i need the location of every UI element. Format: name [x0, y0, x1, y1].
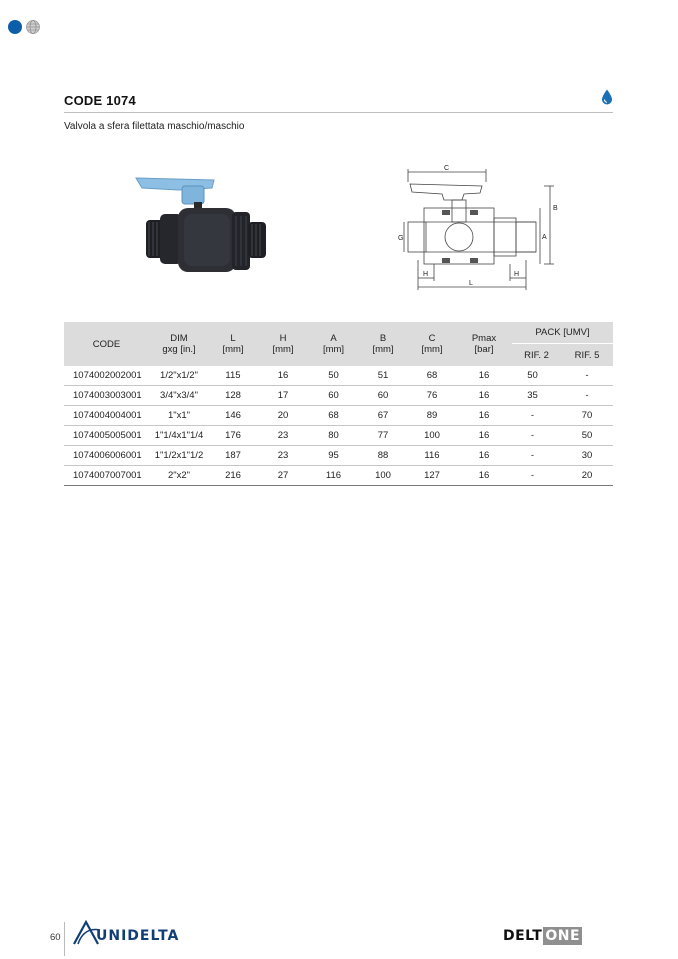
cell-rif5: -: [561, 366, 613, 386]
product-description: Valvola a sfera filettata maschio/maschio: [64, 121, 245, 132]
col-l: L [mm]: [209, 322, 257, 366]
table-header-row: [64, 322, 613, 344]
label-c: C: [444, 165, 450, 172]
cell-dim: 1"1/4x1"1/4: [149, 426, 209, 446]
label-g: G: [398, 235, 404, 242]
cell-code: 1074007007001: [64, 466, 149, 486]
cell-a: 50: [309, 366, 358, 386]
brand-deltone-part2: ONE: [545, 928, 581, 944]
col-code: CODE: [64, 322, 149, 366]
cell-dim: 1"x1": [149, 406, 209, 426]
brand-deltone-part1: DELT: [503, 928, 543, 944]
cell-h: 17: [257, 386, 309, 406]
cell-rif2: 50: [512, 366, 561, 386]
table-row: [64, 406, 613, 426]
col-h: H [mm]: [257, 322, 309, 366]
cell-l: 146: [209, 406, 257, 426]
label-l: L: [469, 280, 473, 287]
spec-table: [64, 322, 613, 486]
cell-b: 67: [358, 406, 408, 426]
col-pack: PACK [UMV]: [512, 322, 613, 344]
cell-pmax: 16: [456, 446, 512, 466]
cell-code: 1074005005001: [64, 426, 149, 446]
cell-code: 1074003003001: [64, 386, 149, 406]
label-b: B: [553, 205, 558, 212]
label-h-right: H: [514, 271, 520, 278]
page-number: 60: [50, 932, 61, 943]
cell-b: 51: [358, 366, 408, 386]
cell-c: 89: [408, 406, 456, 426]
cell-pmax: 16: [456, 426, 512, 446]
cell-code: 1074006006001: [64, 446, 149, 466]
cell-b: 100: [358, 466, 408, 486]
cell-l: 128: [209, 386, 257, 406]
cell-code: 1074004004001: [64, 406, 149, 426]
col-a: A [mm]: [309, 322, 358, 366]
header-divider: [64, 112, 613, 113]
cell-dim: 3/4"x3/4": [149, 386, 209, 406]
cell-l: 176: [209, 426, 257, 446]
cell-rif2: -: [512, 406, 561, 426]
cell-a: 80: [309, 426, 358, 446]
cell-rif5: -: [561, 386, 613, 406]
ball-valve-photo: [128, 172, 278, 282]
cell-rif5: 20: [561, 466, 613, 486]
water-drop-icon: [601, 89, 613, 105]
cell-dim: 1/2"x1/2": [149, 366, 209, 386]
cell-rif5: 50: [561, 426, 613, 446]
cell-l: 187: [209, 446, 257, 466]
cell-a: 95: [309, 446, 358, 466]
col-c: C [mm]: [408, 322, 456, 366]
globe-icon: [26, 20, 40, 34]
table-row: [64, 366, 613, 386]
cell-a: 60: [309, 386, 358, 406]
cell-c: 116: [408, 446, 456, 466]
cell-code: 1074002002001: [64, 366, 149, 386]
cell-c: 100: [408, 426, 456, 446]
cell-b: 77: [358, 426, 408, 446]
page-title: CODE 1074: [64, 93, 136, 108]
cell-rif2: -: [512, 426, 561, 446]
cell-c: 68: [408, 366, 456, 386]
col-b: B [mm]: [358, 322, 408, 366]
table-row: [64, 426, 613, 446]
cell-rif2: -: [512, 466, 561, 486]
cell-b: 60: [358, 386, 408, 406]
cell-c: 76: [408, 386, 456, 406]
table-row: [64, 466, 613, 486]
cell-l: 216: [209, 466, 257, 486]
cell-rif5: 30: [561, 446, 613, 466]
cell-b: 88: [358, 446, 408, 466]
brand-unidelta: UNIDELTA: [96, 928, 180, 944]
col-rif2: RIF. 2: [512, 344, 561, 367]
cell-pmax: 16: [456, 366, 512, 386]
cell-rif5: 70: [561, 406, 613, 426]
cell-c: 127: [408, 466, 456, 486]
col-rif5: RIF. 5: [561, 344, 613, 367]
cell-dim: 1"1/2x1"1/2: [149, 446, 209, 466]
technical-drawing: [386, 160, 564, 292]
cell-h: 20: [257, 406, 309, 426]
cell-l: 115: [209, 366, 257, 386]
table-row: [64, 446, 613, 466]
cell-rif2: -: [512, 446, 561, 466]
cell-pmax: 16: [456, 466, 512, 486]
cell-h: 16: [257, 366, 309, 386]
cell-h: 23: [257, 426, 309, 446]
footer-divider: [64, 922, 65, 956]
cell-pmax: 16: [456, 406, 512, 426]
cell-a: 116: [309, 466, 358, 486]
label-h-left: H: [423, 271, 429, 278]
label-a: A: [542, 234, 547, 241]
cell-a: 68: [309, 406, 358, 426]
cell-rif2: 35: [512, 386, 561, 406]
cell-h: 27: [257, 466, 309, 486]
cell-dim: 2"x2": [149, 466, 209, 486]
table-row: [64, 386, 613, 406]
cell-h: 23: [257, 446, 309, 466]
blue-circle-icon: [8, 20, 22, 34]
col-pmax: Pmax [bar]: [456, 322, 512, 366]
col-dim: DIM gxg [in.]: [149, 322, 209, 366]
cell-pmax: 16: [456, 386, 512, 406]
brand-deltone: [503, 927, 582, 945]
